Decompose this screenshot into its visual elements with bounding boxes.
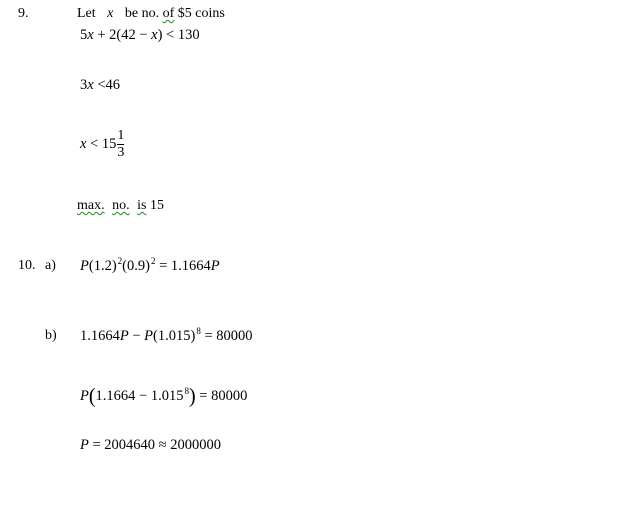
exponent: 8 xyxy=(196,326,201,336)
part-b-label: b) xyxy=(45,328,57,343)
equation-b-line-1 xyxy=(80,326,253,344)
answer-text-is: is xyxy=(137,198,147,213)
variable-x: x xyxy=(87,77,94,93)
question-number-9: 9. xyxy=(18,6,29,21)
equation-a xyxy=(80,256,220,274)
let-text-coins: $5 coins xyxy=(177,6,225,21)
coefficient: 5 xyxy=(80,27,88,43)
expr-part: <46 xyxy=(93,77,120,93)
variable-p: P xyxy=(80,258,89,274)
expr-part: 1.1664 − 1.015 xyxy=(95,388,184,404)
answer-text-max: max. xyxy=(77,198,105,213)
let-text-be: be xyxy=(124,6,139,21)
variable-x: x xyxy=(80,135,87,152)
close-paren: ) xyxy=(188,384,196,408)
expr-part: = 1.1664 xyxy=(155,258,211,274)
expr-part: + 2(42 − xyxy=(93,27,152,43)
expr-part: = 80000 xyxy=(200,328,253,344)
inequality-line-2 xyxy=(80,78,120,93)
question-number-10: 10. xyxy=(18,258,36,273)
answer-text-no: no. xyxy=(112,198,130,213)
fraction-denominator: 3 xyxy=(117,145,125,160)
exponent: 2 xyxy=(117,256,123,266)
coefficient: 3 xyxy=(80,77,88,93)
open-paren: ( xyxy=(88,384,96,408)
let-variable: x xyxy=(107,6,114,21)
expr-part: ) < 130 xyxy=(157,27,200,43)
expr-part: < 15 xyxy=(86,135,117,152)
exponent: 2 xyxy=(150,256,156,266)
variable-p: P xyxy=(80,437,89,453)
let-text-of: of xyxy=(162,6,175,21)
expr-part: 1.1664 xyxy=(80,328,120,344)
expr-part: = 80000 xyxy=(195,388,248,404)
exponent: 8 xyxy=(184,386,189,396)
let-text-no: no. xyxy=(141,6,160,21)
expr-part: = 2004640 ≈ 2000000 xyxy=(88,437,221,453)
let-word: Let xyxy=(77,6,96,21)
equation-b-line-3 xyxy=(80,438,221,453)
expr-part: − xyxy=(128,328,145,344)
variable-x: x xyxy=(87,27,94,43)
variable-x: x xyxy=(151,27,158,43)
fraction xyxy=(117,129,124,160)
expr-part: (0.9) xyxy=(122,258,150,274)
variable-p: P xyxy=(144,328,154,344)
variable-p: P xyxy=(80,388,89,404)
equation-b-line-2 xyxy=(80,386,247,406)
answer-value: 15 xyxy=(149,198,164,213)
part-a-label: a) xyxy=(45,258,56,273)
let-statement xyxy=(77,7,225,21)
inequality-line-1 xyxy=(80,28,200,43)
expr-part: (1.2) xyxy=(88,258,117,274)
variable-p: P xyxy=(119,328,129,344)
answer-line xyxy=(77,199,164,213)
variable-p: P xyxy=(210,258,220,274)
expr-part: (1.015) xyxy=(153,328,196,344)
inequality-line-3 xyxy=(80,129,124,160)
fraction-numerator: 1 xyxy=(117,128,125,143)
